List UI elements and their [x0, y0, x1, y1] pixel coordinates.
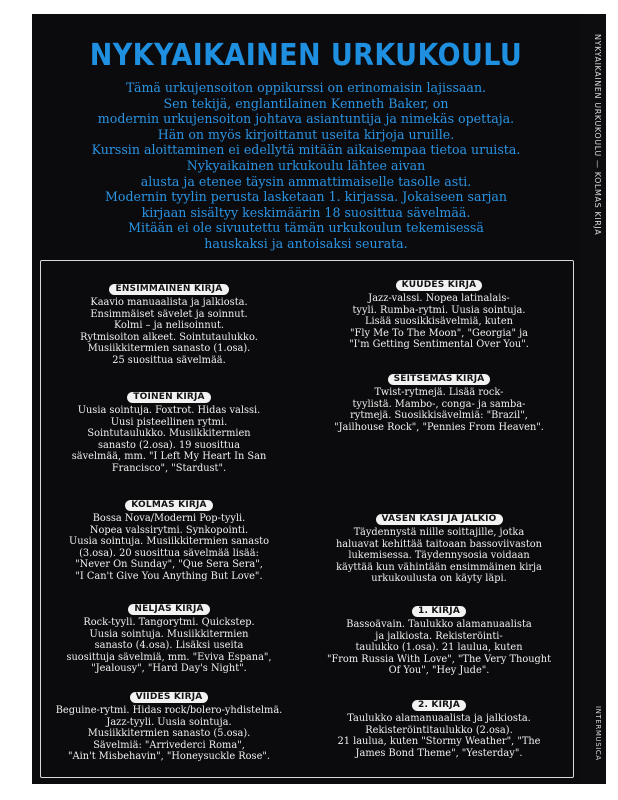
section-line: käyttää kun vähintään ensimmäinen kirja — [336, 561, 542, 573]
cover-title: NYKYAIKAINEN URKUKOULU — [89, 38, 523, 73]
section-line: 21 laulua, kuten "Stormy Weather", "The — [337, 736, 541, 748]
section-line: "Jailhouse Rock", "Pennies From Heaven". — [334, 421, 544, 433]
section-line: tyylistä. Mambo-, conga- ja samba- — [352, 398, 526, 410]
intro-line: Hän on myös kirjoittanut useita kirjoja uruille. — [157, 126, 455, 142]
section-line: Beguine-rytmi. Hidas rock/bolero-yhdistelmä. — [55, 705, 283, 716]
section-book-3 — [41, 499, 297, 583]
section-line: Rekisteröintitaulukko (2.osa). — [365, 724, 513, 736]
section-line: Nopea valssirytmi. Synkopointi. — [89, 524, 249, 536]
section-line: sanasto (4.osa). Lisäksi useita — [94, 640, 244, 652]
section-book-4 — [41, 603, 297, 675]
section-line: "Ain't Misbehavin", "Honeysuckle Rose". — [67, 751, 270, 763]
section-label: SEITSEMÄS KIRJA — [388, 374, 491, 385]
intro-line: hauskaksi ja antoisaksi seurata. — [204, 235, 408, 251]
section-line: "From Russia With Love", "The Very Thought — [326, 653, 552, 665]
section-label: VIIDES KIRJA — [130, 692, 209, 703]
section-line: Lisää suosikkisävelmiä, kuten — [365, 316, 513, 328]
section-line: Bossa Nova/Moderni Pop-tyyli. — [92, 513, 246, 524]
section-line: ja jalkiosta. Rekisteröinti- — [375, 630, 503, 642]
intro-line: Modernin tyylin perusta lasketaan 1. kirjassa. Jokaiseen sarjan — [104, 189, 508, 205]
section-line: Sävelmiä: "Arrivederci Roma", — [93, 739, 245, 751]
section-line: "I Can't Give You Anything But Love". — [75, 570, 263, 582]
section-line: "Fly Me To The Moon", "Georgia" ja — [350, 327, 528, 339]
section-line: Bassoävain. Taulukko alamanuaalista — [346, 619, 532, 630]
section-line: Twist-rytmejä. Lisää rock- — [374, 387, 504, 398]
section-line: suosittuja sävelmiä, mm. "Eviva Espana", — [66, 651, 272, 663]
section-book-5 — [41, 691, 297, 763]
section-line: rytmejä. Suosikkisävelmiä: "Brazil", — [350, 410, 528, 422]
intro-line: Sen tekijä, englantilainen Kenneth Baker, on — [163, 95, 449, 111]
section-book-2 — [41, 391, 297, 475]
section-supplement-2 — [311, 699, 567, 759]
section-line: sävelmää, mm. "I Left My Heart In San — [71, 451, 267, 463]
spine-title: NYKYAIKAINEN URKUKOULU — KOLMAS KIRJA — [593, 34, 602, 236]
section-line: Kaavio manuaalista ja jalkiosta. — [90, 297, 248, 308]
section-line: Jazz-valssi. Nopea latinalais- — [368, 293, 510, 304]
section-label: NELJÄS KIRJA — [128, 604, 209, 615]
section-line: Uusia sointuja. Foxtrot. Hidas valssi. — [77, 405, 261, 416]
spine-publisher: INTERMUSICA — [594, 706, 602, 761]
book-list-panel — [40, 260, 574, 778]
section-line: Of You", "Hey Jude". — [388, 665, 490, 677]
intro-line: Tämä urkujensoiton oppikurssi on erinomaisin lajissaan. — [125, 80, 487, 95]
section-line: Jazz-tyyli. Uusia sointuja. — [106, 716, 232, 728]
section-line: Sointutaulukko. Musiikkitermien — [87, 428, 251, 440]
section-line: James Bond Theme", "Yesterday". — [355, 747, 523, 759]
section-line: Musiikkitermien sanasto (5.osa). — [87, 728, 251, 740]
intro-line: Mitään ei ole sivuutettu tämän urkukoulun tekemisessä — [128, 220, 484, 236]
book-back-cover — [32, 14, 580, 784]
section-book-7 — [311, 373, 567, 433]
section-line: Rytmisoiton alkeet. Sointutaulukko. — [80, 331, 258, 343]
section-line: Taulukko alamanuaalista ja jalkiosta. — [347, 713, 531, 724]
intro-line: modernin urkujensoiton johtava asiantuntija ja nimekäs opettaja. — [97, 111, 515, 127]
section-line: Täydennystä niille soittajille, jotka — [353, 527, 525, 538]
section-line: sanasto (2.osa). 19 suosittua — [98, 439, 240, 451]
intro-line: alusta ja etenee täysin ammattimaiselle tasolle asti. — [140, 173, 472, 189]
section-line: (3.osa). 20 suosittua sävelmää lisää: — [79, 547, 259, 559]
section-label: VASEN KÄSI JA JALKIO — [376, 514, 503, 525]
section-line: "Jealousy", "Hard Day's Night". — [91, 663, 247, 675]
section-line: "I'm Getting Sentimental Over You". — [349, 339, 529, 351]
intro-line: kirjaan sisältyy keskimäärin 18 suosittua sävelmää. — [141, 204, 471, 220]
section-line: urkukoulusta on käyty läpi. — [371, 573, 507, 585]
section-line: tyyli. Rumba-rytmi. Uusia sointuja. — [352, 304, 526, 316]
section-line: Uusia sointuja. Musiikkitermien — [89, 628, 249, 640]
section-book-1 — [41, 283, 297, 367]
intro-line: Nykyaikainen urkukoulu lähtee aivan — [186, 157, 426, 173]
section-label: KOLMAS KIRJA — [125, 500, 212, 511]
section-line: lukemisessa. Täydennysosia voidaan — [348, 550, 530, 562]
section-line: Uusia sointuja. Musiikkitermien sanasto — [69, 536, 269, 548]
section-label: 2. KIRJA — [412, 700, 466, 711]
section-label: TOINEN KIRJA — [127, 392, 210, 403]
section-line: Uusi pisteellinen rytmi. — [110, 416, 228, 428]
section-line: Kolmi – ja nelisoinnut. — [113, 320, 225, 332]
section-book-6 — [311, 279, 567, 351]
section-line: Francisco", "Stardust". — [111, 462, 227, 474]
section-line: Rock-tyyli. Tangorytmi. Quickstep. — [83, 617, 255, 628]
section-label: ENSIMMÄINEN KIRJA — [109, 284, 228, 295]
section-left-hand-and-pedal — [311, 513, 567, 585]
section-line: Musiikkitermien sanasto (1.osa). — [87, 343, 251, 355]
intro-line: Kurssin aloittaminen ei edellytä mitään aikaisempaa tietoa uruista. — [91, 142, 521, 158]
section-supplement-1 — [311, 605, 567, 677]
section-line: "Never On Sunday", "Que Sera Sera", — [75, 559, 263, 571]
intro-text — [32, 80, 580, 252]
section-line: 25 suosittua sävelmää. — [112, 354, 226, 366]
section-label: 1. KIRJA — [412, 606, 466, 617]
section-line: Ensimmäiset sävelet ja soinnut. — [90, 308, 248, 320]
section-line: haluavat kehittää taitoaan bassoviivaston — [336, 538, 542, 550]
section-line: taulukko (1.osa). 21 laulua, kuten — [355, 642, 523, 654]
section-label: KUUDES KIRJA — [396, 280, 483, 291]
